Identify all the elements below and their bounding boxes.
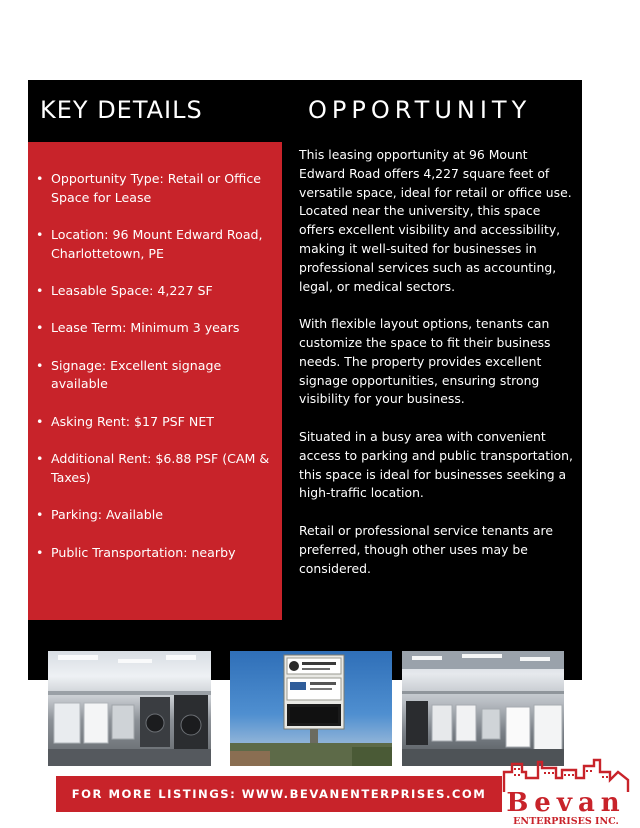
key-details-title: KEY DETAILS <box>40 96 203 124</box>
key-details-list <box>34 170 278 581</box>
bullet-icon: • <box>36 507 44 523</box>
bevan-enterprises-logo <box>502 758 638 826</box>
opportunity-paragraph-tenants: Retail or professional service tenants are preferred, though other uses may be considered. <box>299 522 553 576</box>
bullet-icon: • <box>36 451 44 467</box>
list-item <box>34 319 278 338</box>
exterior-sign-drawing <box>230 651 392 766</box>
list-item <box>34 506 278 525</box>
list-item <box>34 544 278 563</box>
opportunity-paragraph-location: Located near the university, this space offers excellent visibility and accessibility, making it well-suited for businesses in professional services such as accounting, legal, or medical sectors. <box>299 203 561 294</box>
detail-asking-rent: Asking Rent: $17 PSF NET <box>51 413 214 429</box>
list-item <box>34 357 278 394</box>
store-interior-drawing <box>402 651 564 766</box>
bullet-icon: • <box>36 320 44 336</box>
bullet-icon: • <box>36 357 44 373</box>
logo-subtitle: ENTERPRISES INC. <box>513 816 619 826</box>
bullet-icon: • <box>36 226 44 242</box>
list-item <box>34 413 278 432</box>
listings-banner <box>56 776 502 812</box>
detail-leasable-space: Leasable Space: 4,227 SF <box>51 282 213 298</box>
list-item <box>34 170 278 207</box>
opportunity-paragraph-layout: With flexible layout options, tenants can customize the space to fit their business needs. The property provides excellent signage opportunities, ensuring strong visibility for your business. <box>299 316 551 407</box>
opportunity-paragraph-access: Situated in a busy area with convenient access to parking and public transportation, this space is ideal for businesses seeking a high-traffic location. <box>299 428 573 501</box>
detail-signage: Signage: Excellent signage available <box>51 357 222 392</box>
opportunity-paragraph-intro: This leasing opportunity at 96 Mount Edward Road offers 4,227 square feet of versatile space, ideal for retail or office use. <box>299 147 572 200</box>
opportunity-description <box>299 146 575 578</box>
detail-opportunity-type: Opportunity Type: Retail or Office Space for Lease <box>51 171 261 205</box>
showroom-photo <box>48 651 211 766</box>
list-item <box>34 282 278 301</box>
detail-parking: Parking: Available <box>51 507 163 523</box>
showroom-photo-drawing <box>48 651 211 766</box>
detail-location: Location: 96 Mount Edward Road, Charlottetown, PE <box>51 226 263 261</box>
logo-name: Bevan <box>506 788 626 818</box>
exterior-sign-photo <box>230 651 392 766</box>
bullet-icon: • <box>36 171 44 186</box>
list-item <box>34 450 278 487</box>
detail-additional-rent: Additional Rent: $6.88 PSF (CAM & Taxes) <box>51 451 270 485</box>
detail-public-transportation: Public Transportation: nearby <box>51 544 236 560</box>
bullet-icon: • <box>36 282 44 298</box>
list-item <box>34 226 278 263</box>
opportunity-title: OPPORTUNITY <box>308 96 532 124</box>
bullet-icon: • <box>36 413 44 429</box>
listings-website-link[interactable]: FOR MORE LISTINGS: WWW.BEVANENTERPRISES.COM <box>71 787 487 801</box>
store-interior-photo <box>402 651 564 766</box>
bullet-icon: • <box>36 544 44 560</box>
detail-lease-term: Lease Term: Minimum 3 years <box>51 320 240 336</box>
